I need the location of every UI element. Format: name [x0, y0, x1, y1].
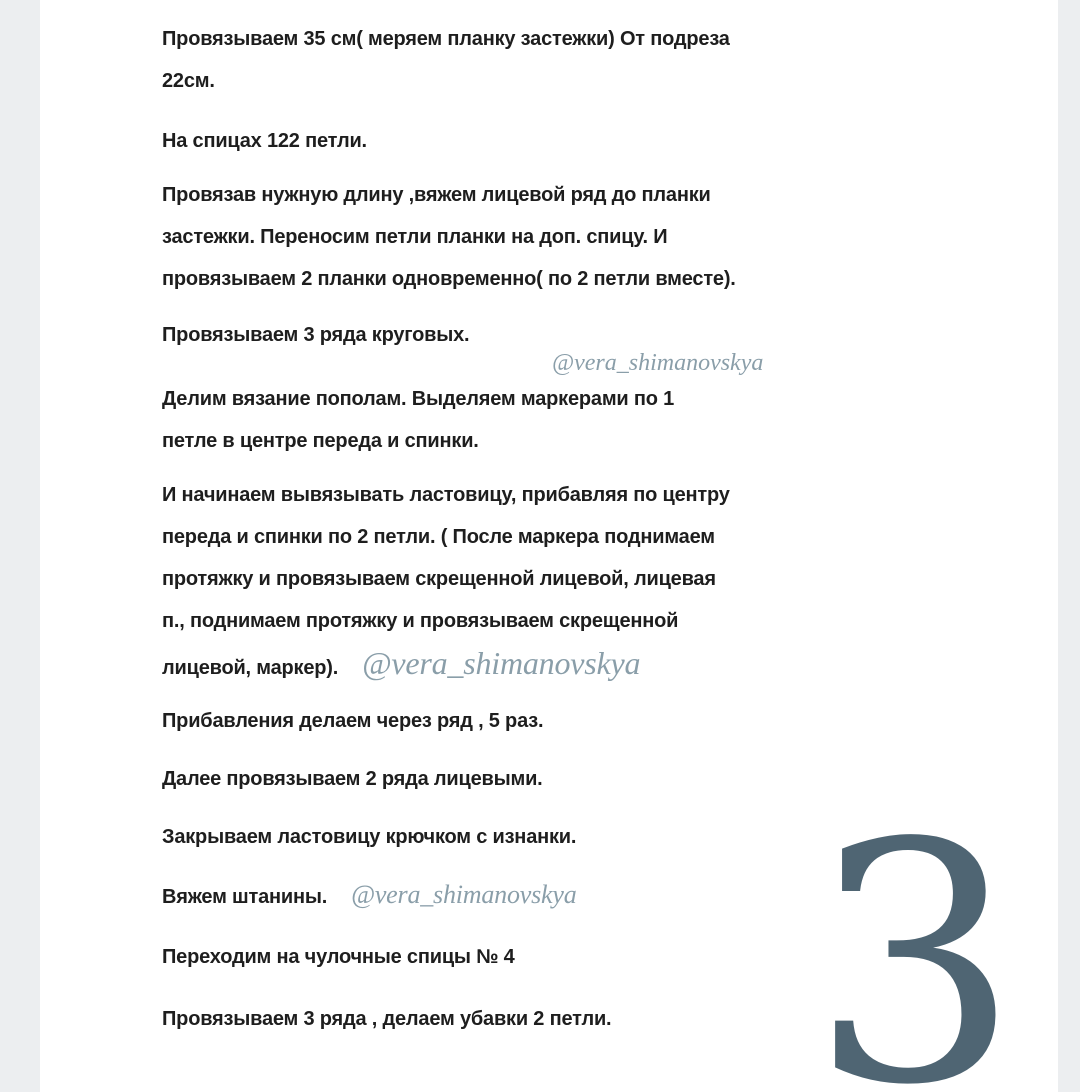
- paragraph-line: И начинаем вывязывать ластовицу, прибавляя по центру: [162, 484, 730, 506]
- paragraph-11: [162, 936, 922, 978]
- paragraph-line: петле в центре переда и спинки.: [162, 430, 479, 452]
- paragraph-line: На спицах 122 петли.: [162, 130, 367, 152]
- paragraph-line: п., поднимаем протяжку и провязываем скрещенной: [162, 610, 679, 632]
- watermark-text: @vera_shimanovskya: [362, 645, 641, 681]
- document-page: [40, 0, 1058, 1092]
- paragraph-line: Провязываем 35 см( меряем планку застежки) От подреза: [162, 28, 730, 50]
- paragraph-1: [162, 18, 922, 102]
- paragraph-line: [162, 642, 922, 689]
- paragraph-line: протяжку и провязываем скрещенной лицевой, лицевая: [162, 568, 716, 590]
- paragraph-line-text: лицевой, маркер).: [162, 657, 339, 679]
- paragraph-2: [162, 120, 922, 162]
- paragraph-line: провязываем 2 планки одновременно( по 2 петли вместе).: [162, 268, 736, 290]
- paragraph-7: [162, 700, 922, 742]
- watermark-text: @vera_shimanovskya: [552, 350, 764, 376]
- paragraph-8: [162, 758, 922, 800]
- paragraph-line: Прибавления делаем через ряд , 5 раз.: [162, 710, 544, 732]
- paragraph-line: Провязываем 3 ряда круговых.: [162, 324, 470, 346]
- page-number: 3: [810, 773, 1020, 1092]
- paragraph-5: [162, 378, 922, 462]
- paragraph-line: Провязав нужную длину ,вяжем лицевой ряд до планки: [162, 184, 711, 206]
- paragraph-line: переда и спинки по 2 петли. ( После маркера поднимаем: [162, 526, 715, 548]
- paragraph-line: застежки. Переносим петли планки на доп. спицу. И: [162, 226, 668, 248]
- paragraph-9: [162, 816, 922, 858]
- paragraph-10: [162, 874, 922, 918]
- watermark-text: @vera_shimanovskya: [351, 880, 577, 909]
- paragraph-line: Далее провязываем 2 ряда лицевыми.: [162, 768, 543, 790]
- paragraph-line: Делим вязание пополам. Выделяем маркерами по 1: [162, 388, 675, 410]
- paragraph-3: [162, 174, 922, 300]
- paragraph-line-text: Вяжем штанины.: [162, 886, 328, 908]
- paragraph-12: [162, 998, 922, 1040]
- paragraph-line: [162, 874, 922, 918]
- paragraph-6: [162, 474, 922, 689]
- paragraph-line: Закрываем ластовицу крючком с изнанки.: [162, 826, 577, 848]
- paragraph-line: Провязываем 3 ряда , делаем убавки 2 петли.: [162, 1008, 612, 1030]
- paragraph-line: 22см.: [162, 70, 215, 92]
- paragraph-4: [162, 314, 922, 356]
- paragraph-line: Переходим на чулочные спицы № 4: [162, 946, 515, 968]
